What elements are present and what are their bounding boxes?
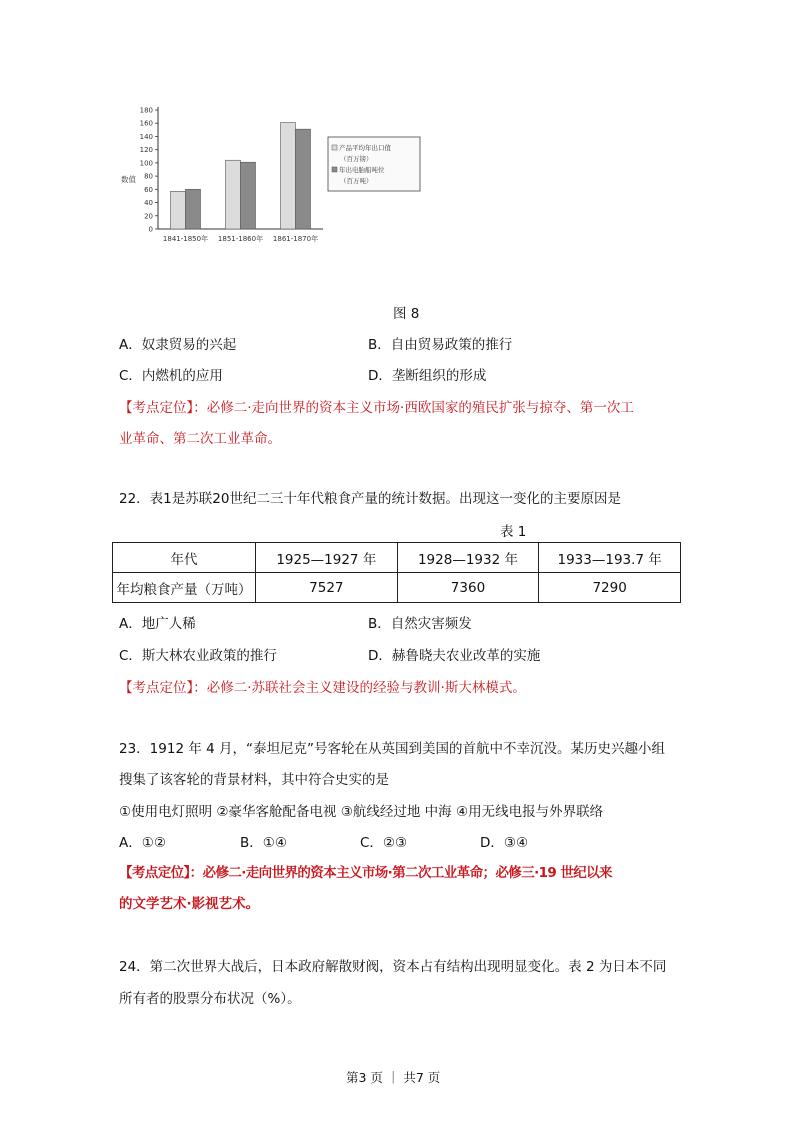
chart-legend	[328, 137, 420, 191]
y-tick-label: 100	[139, 159, 153, 168]
legend-label-4: （百万吨）	[340, 177, 373, 185]
x-tick-label: 1851-1860年	[217, 235, 264, 243]
y-tick-label: 120	[139, 146, 153, 155]
q21-kaodian-line1: 【考点定位】：必修二·走向世界的资本主义市场·西欧国家的殖民扩张与掠夺、第一次工	[119, 400, 634, 416]
bar-ship-tonnage-2	[241, 162, 256, 229]
page-footer: 第3 页 ｜ 共7 页	[346, 1070, 441, 1085]
legend-swatch-ship-tonnage	[332, 167, 337, 172]
q23-stem-line2: 搜集了该客轮的背景材料，其中符合史实的是	[119, 772, 389, 788]
q21-option-d: D．垄断组织的形成	[368, 368, 487, 384]
bar-export-value-3	[281, 123, 296, 229]
table-cell: 年代	[113, 543, 256, 573]
y-tick-label: 60	[144, 185, 153, 194]
y-tick-label: 0	[148, 225, 153, 234]
bar-ship-tonnage-3	[296, 129, 311, 229]
table-header-row	[113, 543, 681, 573]
y-tick-label: 140	[139, 132, 153, 141]
q23-option-c: C．②③	[360, 835, 408, 851]
table-cell: 7527	[256, 573, 398, 603]
q23-items: ①使用电灯照明 ②豪华客舱配备电视 ③航线经过地 中海 ④用无线电报与外界联络	[119, 804, 604, 820]
legend-label-1: 产品平均年出口值	[339, 144, 391, 152]
chart-y-axis-label: 数值	[121, 175, 136, 184]
table-cell: 7290	[539, 573, 681, 603]
bar-export-value-2	[226, 160, 241, 229]
bar-export-value-1	[171, 191, 186, 229]
q21-kaodian-line2: 业革命、第二次工业革命。	[119, 431, 281, 447]
q23-option-a: A．①②	[119, 835, 166, 851]
q24-stem-line2: 所有者的股票分布状况（%）。	[119, 991, 301, 1007]
q22-option-b: B．自然灾害频发	[368, 616, 472, 632]
table-cell: 1928—1932 年	[397, 543, 539, 573]
q22-table-caption: 表 1	[500, 524, 527, 540]
legend-label-2: （百万镑）	[340, 155, 373, 163]
y-tick-label: 180	[139, 106, 153, 115]
q22-kaodian: 【考点定位】：必修二·苏联社会主义建设的经验与教训·斯大林模式。	[119, 680, 526, 696]
q23-kaodian-line2: 的文学艺术·影视艺术。	[119, 896, 260, 912]
figure-8-chart	[118, 100, 430, 260]
q22-stem: 22．表1是苏联20世纪二三十年代粮食产量的统计数据。出现这一变化的主要原因是	[119, 491, 621, 507]
bar-ship-tonnage-1	[186, 189, 201, 229]
table-cell: 年均粮食产量（万吨）	[113, 573, 256, 603]
q21-option-c: C．内燃机的应用	[119, 368, 223, 384]
q23-kaodian-line1: 【考点定位】：必修二·走向世界的资本主义市场·第二次工业革命；必修三·19 世纪以来	[119, 865, 612, 881]
y-tick-label: 40	[144, 199, 153, 208]
y-tick-label: 160	[139, 119, 153, 128]
q21-option-b: B．自由贸易政策的推行	[368, 337, 513, 353]
q22-option-a: A．地广人稀	[119, 616, 196, 632]
table-row	[113, 573, 681, 603]
y-tick-label: 80	[144, 172, 153, 181]
q23-stem-line1: 23．1912 年 4 月，“泰坦尼克”号客轮在从英国到美国的首航中不幸沉没。某历史兴趣小组	[119, 741, 665, 757]
legend-label-3: 年出电胎船吨位	[339, 166, 385, 174]
q23-option-b: B．①④	[240, 835, 287, 851]
y-tick-label: 20	[144, 212, 153, 221]
table-cell: 7360	[397, 573, 539, 603]
x-tick-label: 1841-1850年	[162, 235, 209, 243]
q24-stem-line1: 24．第二次世界大战后，日本政府解散财阀，资本占有结构出现明显变化。表 2 为日本不同	[119, 959, 667, 975]
q22-table	[112, 542, 681, 603]
table-cell: 1933—193.7 年	[539, 543, 681, 573]
q22-option-c: C．斯大林农业政策的推行	[119, 648, 277, 664]
q22-option-d: D．赫鲁晓夫农业改革的实施	[368, 648, 541, 664]
x-tick-label: 1861-1870年	[272, 235, 319, 243]
q23-option-d: D．③④	[480, 835, 529, 851]
legend-swatch-export-value	[332, 145, 337, 150]
figure-caption: 图 8	[393, 306, 420, 322]
q21-option-a: A．奴隶贸易的兴起	[119, 337, 237, 353]
table-cell: 1925—1927 年	[256, 543, 398, 573]
